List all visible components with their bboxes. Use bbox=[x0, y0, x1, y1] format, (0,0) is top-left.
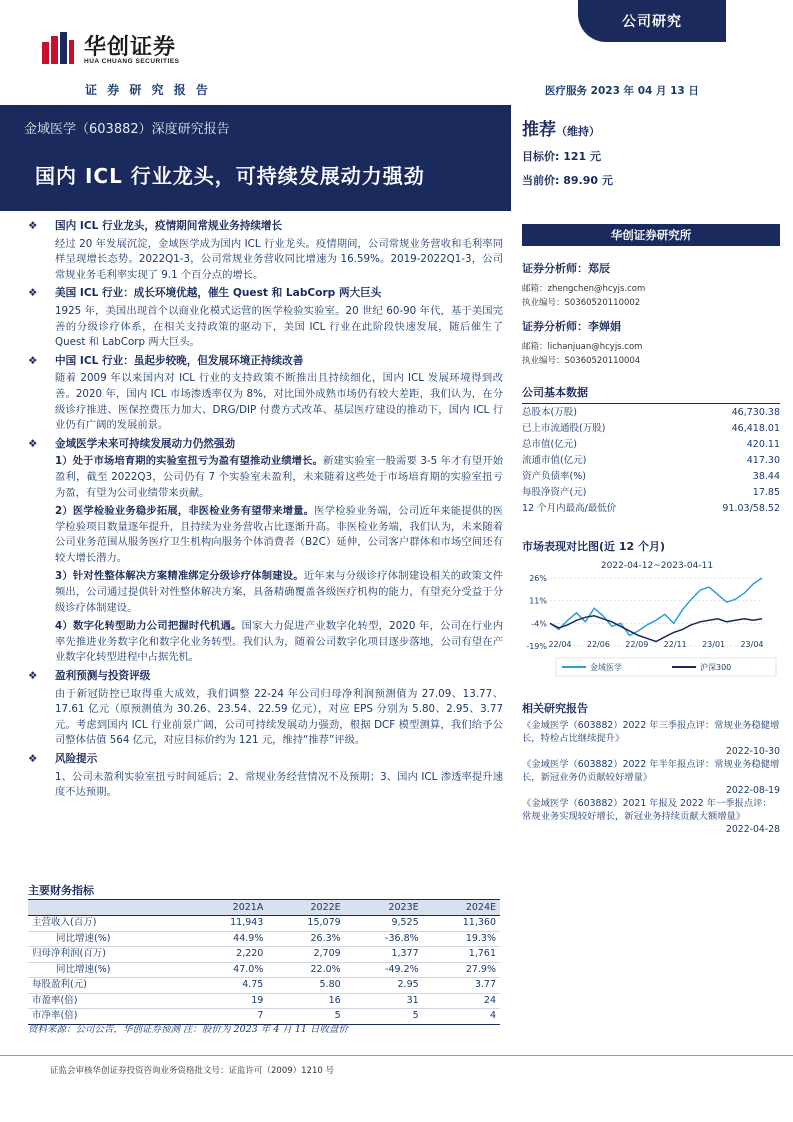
financials-cell: 24 bbox=[423, 993, 500, 1009]
financials-cell: 每股盈利(元) bbox=[28, 978, 190, 994]
financials-row bbox=[28, 931, 500, 947]
financials-row bbox=[28, 978, 500, 994]
section-paragraph: 经过 20 年发展沉淀，金域医学成为国内 ICL 行业龙头。疫情期间，公司常规业务营收和毛利率同样呈现增长态势。2022Q1-3，公司常规业务营收同比增速为 16.59%。2019-2022Q1-3，公司常规业务毛利率实现了 9.1 个百分点的增长。 bbox=[55, 237, 503, 281]
financials-cell: 47.0% bbox=[190, 962, 267, 978]
current-price: 当前价: 89.90 元 bbox=[522, 174, 613, 187]
chart-svg bbox=[522, 554, 780, 682]
financials-cell: 27.9% bbox=[423, 962, 500, 978]
basic-data-key: 总股本(万股) bbox=[522, 406, 577, 418]
section-paragraph: 1925 年，美国出现首个以商业化模式运营的医学检验实验室。20 世纪 60-90 年代，基于美国完善的分级诊疗体系，在相关支持政策的驱动下，美国 ICL 行业在此阶段快速发展，随后催生了 Quest 和 LabCorp 两大巨头。 bbox=[55, 304, 503, 349]
chart-legend bbox=[556, 658, 776, 676]
basic-data-row bbox=[522, 484, 780, 500]
rating-block bbox=[522, 115, 782, 188]
basic-data-value: 38.44 bbox=[752, 470, 780, 482]
related-report-title: 《金域医学（603882）2022 年半年报点评：常规业务稳健增长，新冠业务仍贡献较好增量》 bbox=[522, 759, 780, 783]
x-tick-label: 23/01 bbox=[702, 640, 726, 649]
financials-cell: 同比增速(%) bbox=[28, 962, 190, 978]
section-paragraph bbox=[28, 454, 503, 501]
report-title: 国内 ICL 行业龙头，可持续发展动力强劲 bbox=[35, 164, 425, 188]
financials-header-row bbox=[28, 900, 500, 916]
related-report-date: 2022-10-30 bbox=[725, 746, 780, 757]
financials-cell: 9,525 bbox=[345, 916, 423, 932]
target-price: 目标价: 121 元 bbox=[522, 150, 602, 163]
paragraph-text: 医学检验业务端，公司近年来能提供的医学检验项目数量逐年提升，且持续为业务营收占比逐渐升高。非医检业务端，我们认为，未来随着公司业务范围从服务医疗卫生机构向服务个体消费者（B2C）延伸，公司客户群体和市场空间还有较大增长潜力。 bbox=[55, 505, 503, 564]
basic-data-value: 17.85 bbox=[752, 486, 780, 498]
financials-cell: 19 bbox=[190, 993, 267, 1009]
financials-row bbox=[28, 947, 500, 963]
paragraph-text: 新建实验室一般需要 3-5 年才有望开始盈利，截至 2022Q3，公司仍有 7 个实验室未盈利，未来随着这些处于市场培育期的实验室扭亏为盈，有望为公司业绩带来贡献。 bbox=[55, 455, 503, 499]
logo-text-en: HUA CHUANG SECURITIES bbox=[84, 58, 180, 65]
footer-text: 证监会审核华创证券投资咨询业务资格批文号：证监许可（2009）1210 号 bbox=[50, 1066, 334, 1076]
basic-data-row bbox=[522, 452, 780, 468]
financials-cell: 31 bbox=[345, 993, 423, 1009]
financials-cell: 4 bbox=[423, 1009, 500, 1025]
analyst-2-name: 证券分析师：李婵娟 bbox=[522, 320, 621, 333]
section-paragraph bbox=[28, 504, 503, 566]
financials-note: 资料来源：公司公告，华创证券预测 注：股价为 2023 年 4 月 11 日收盘价 bbox=[28, 1024, 348, 1035]
financials-cell: 5 bbox=[267, 1009, 344, 1025]
financials-cell: 市净率(倍) bbox=[28, 1009, 190, 1025]
section-paragraph bbox=[28, 569, 503, 616]
section-heading-text: 国内 ICL 行业龙头，疫情期间常规业务持续增长 bbox=[55, 220, 283, 232]
financials-cell: 4.75 bbox=[190, 978, 267, 994]
series-line-company bbox=[550, 578, 762, 635]
basic-data-row bbox=[522, 420, 780, 436]
basic-data-table bbox=[522, 403, 780, 516]
section-heading bbox=[28, 219, 503, 235]
basic-data-row bbox=[522, 468, 780, 484]
financials-cell: 15,079 bbox=[267, 916, 344, 932]
financials-row bbox=[28, 993, 500, 1009]
x-tick-label: 23/04 bbox=[740, 640, 764, 649]
financials-header-cell bbox=[28, 900, 190, 916]
report-type-label: 证 券 研 究 报 告 bbox=[85, 83, 211, 97]
industry-date: 医疗服务 2023 年 04 月 13 日 bbox=[545, 85, 699, 97]
basic-data-row bbox=[522, 404, 780, 421]
section-heading-text: 盈利预测与投资评级 bbox=[55, 670, 151, 683]
section-heading-text: 中国 ICL 行业：虽起步较晚，但发展环境正持续改善 bbox=[55, 354, 304, 367]
chart-date-range: 2022-04-12~2023-04-11 bbox=[600, 561, 714, 571]
paragraph-lead: 2）医学检验业务稳步拓展，非医检业务有望带来增量。 bbox=[55, 505, 315, 518]
financials-cell: 3.77 bbox=[423, 978, 500, 994]
institute-bar: 华创证券研究所 bbox=[522, 224, 780, 246]
chart-title: 市场表现对比图(近 12 个月) bbox=[522, 540, 666, 553]
basic-data-row bbox=[522, 436, 780, 452]
related-report-date: 2022-04-28 bbox=[725, 824, 780, 835]
bullet-diamond-icon: ❖ bbox=[28, 437, 38, 450]
legend-label: 沪深300 bbox=[700, 663, 732, 672]
section-paragraph bbox=[28, 619, 503, 666]
related-report-title: 《金域医学（603882）2022 年三季报点评：常规业务稳健增长，特检占比继续提升》 bbox=[522, 720, 780, 744]
y-tick-label: 11% bbox=[529, 596, 547, 606]
x-tick-label: 22/11 bbox=[663, 640, 687, 649]
related-list bbox=[522, 719, 780, 836]
financials-table bbox=[28, 899, 500, 1025]
related-report-date: 2022-08-19 bbox=[725, 785, 780, 796]
logo-mark-icon bbox=[40, 30, 76, 66]
financials-cell: 22.0% bbox=[267, 962, 344, 978]
rating-main: 推荐（维持） bbox=[522, 120, 600, 140]
section-paragraph: 1、公司未盈利实验室扭亏时间延后；2、常规业务经营情况不及预期；3、国内 ICL 渗透率提升速度不达预期。 bbox=[55, 770, 503, 799]
sidebar bbox=[522, 224, 780, 836]
bullet-diamond-icon: ❖ bbox=[28, 670, 38, 683]
financials-row bbox=[28, 916, 500, 932]
section-heading bbox=[28, 669, 503, 685]
financials-cell: 7 bbox=[190, 1009, 267, 1025]
financials-cell: -49.2% bbox=[345, 962, 423, 978]
related-report-title: 《金域医学（603882）2021 年报及 2022 年一季报点评：常规业务实现较好增长，新冠业务持续贡献大额增量》 bbox=[522, 798, 772, 822]
financials-cell: 16 bbox=[267, 993, 344, 1009]
financials-cell: 1,761 bbox=[423, 947, 500, 963]
financials-cell: 11,360 bbox=[423, 916, 500, 932]
bullet-diamond-icon: ❖ bbox=[28, 287, 38, 300]
summary-body bbox=[28, 219, 503, 804]
basic-data-key: 12 个月内最高/最低价 bbox=[522, 502, 617, 514]
y-tick-label: -4% bbox=[531, 619, 547, 629]
financials-cell: -36.8% bbox=[345, 931, 423, 947]
financials-cell: 2,220 bbox=[190, 947, 267, 963]
y-tick-label: 26% bbox=[529, 574, 547, 583]
bullet-diamond-icon: ❖ bbox=[28, 354, 38, 367]
section-heading-text: 风险提示 bbox=[55, 753, 98, 765]
financials-cell: 同比增速(%) bbox=[28, 931, 190, 947]
financials-cell: 5.80 bbox=[267, 978, 344, 994]
section-heading bbox=[28, 354, 503, 370]
financials-cell: 26.3% bbox=[267, 931, 344, 947]
financials-title: 主要财务指标 bbox=[28, 884, 94, 897]
paragraph-text: 近年来与分级诊疗体制建设相关的政策文件频出，公司通过提供针对性整体解决方案，具备精确覆盖各级医疗机构的能力，有望充分受益于分级诊疗体制建设。 bbox=[55, 570, 504, 614]
bullet-diamond-icon: ❖ bbox=[28, 753, 38, 765]
y-tick-label: -19% bbox=[526, 642, 547, 651]
financials-row bbox=[28, 962, 500, 978]
basic-data-key: 流通市值(亿元) bbox=[522, 454, 587, 466]
financials-cell: 1,377 bbox=[345, 947, 423, 963]
section-heading bbox=[28, 437, 503, 453]
analyst-1-info: 邮箱：zhengchen@hcyjs.com 执业编号：S0360520110002 bbox=[522, 284, 646, 308]
financials-cell: 11,943 bbox=[190, 916, 267, 932]
basic-data-title: 公司基本数据 bbox=[522, 386, 588, 399]
x-tick-label: 22/06 bbox=[586, 640, 610, 649]
company-logo bbox=[40, 30, 200, 75]
paragraph-lead: 1）处于市场培育期的实验室扭亏为盈有望推动业绩增长。 bbox=[55, 455, 324, 468]
report-subtitle: 金域医学（603882）深度研究报告 bbox=[24, 122, 230, 137]
basic-data-value: 417.30 bbox=[746, 454, 780, 466]
analyst-2-info: 邮箱：lichanjuan@hcyjs.com 执业编号：S0360520110004 bbox=[522, 342, 643, 366]
category-tab: 公司研究 bbox=[578, 0, 726, 42]
financials-header-cell: 2023E bbox=[345, 900, 423, 916]
section-paragraph: 由于新冠防控已取得重大成效，我们调整 22-24 年公司归母净利润预测值为 27.09、13.77、17.61 亿元（原预测值为 30.26、23.54、22.59 亿元），对应 EPS 分别为 5.80、2.95、3.77 元。考虑到国内 ICL 行业前景广阔，公司可持续发展动力强劲，根据 DCF 模型测算，我们给予公司整体估值 564 亿元，对应目标价约为 121 元，维持“推荐”评级。 bbox=[55, 687, 503, 747]
financials-cell: 5 bbox=[345, 1009, 423, 1025]
financials-cell: 44.9% bbox=[190, 931, 267, 947]
paragraph-lead: 3）针对性整体解决方案精准绑定分级诊疗体制建设。 bbox=[55, 570, 304, 583]
basic-data-value: 46,418.01 bbox=[731, 422, 780, 434]
financials-cell: 2,709 bbox=[267, 947, 344, 963]
financials-cell: 归母净利润(百万) bbox=[28, 947, 190, 963]
paragraph-lead: 4）数字化转型助力公司把握时代机遇。 bbox=[55, 620, 242, 633]
x-tick-label: 22/04 bbox=[548, 640, 572, 649]
section-heading-text: 美国 ICL 行业：成长环境优越，催生 Quest 和 LabCorp 两大巨头 bbox=[55, 287, 382, 300]
logo-text-cn: 华创证券 bbox=[84, 35, 177, 60]
section-heading-text: 金域医学未来可持续发展动力仍然强劲 bbox=[55, 437, 236, 450]
financials-cell: 2.95 bbox=[345, 978, 423, 994]
footer-divider bbox=[0, 1055, 793, 1056]
related-title: 相关研究报告 bbox=[522, 702, 588, 715]
basic-data-value: 46,730.38 bbox=[731, 406, 780, 418]
financials-cell: 19.3% bbox=[423, 931, 500, 947]
performance-chart bbox=[522, 554, 780, 686]
basic-data-value: 91.03/58.52 bbox=[722, 502, 780, 514]
section-paragraph: 随着 2009 年以来国内对 ICL 行业的支持政策不断推出且持续细化，国内 ICL 发展环境得到改善。2020 年，国内 ICL 市场渗透率仅为 8%，对比国外成熟市场仍有较大差距，我们认为，在分级诊疗推进、医保控费压力加大、DRG/DIP 付费方式改革、基层医疗建设的推动下，国内 ICL 行业仍有广阔的发展前景。 bbox=[55, 372, 503, 432]
basic-data-key: 总市值(亿元) bbox=[522, 438, 577, 450]
financials-header-cell: 2021A bbox=[190, 900, 267, 916]
financials-header-cell: 2024E bbox=[423, 900, 500, 916]
financials-header-cell: 2022E bbox=[267, 900, 344, 916]
paragraph-text: 国家大力促进产业数字化转型，2020 年，公司在行业内率先推进业务数字化和数字化业务转型。我们认为，随着公司数字化项目逐步落地，公司有望在产业数字化转型进程中占据先机。 bbox=[55, 620, 503, 664]
analyst-1-name: 证券分析师：郑辰 bbox=[522, 262, 610, 275]
x-tick-label: 22/09 bbox=[625, 640, 649, 649]
section-heading bbox=[28, 752, 503, 768]
basic-data-key: 已上市流通股(万股) bbox=[522, 422, 606, 434]
bullet-diamond-icon: ❖ bbox=[28, 220, 38, 232]
financials-cell: 主营收入(百万) bbox=[28, 916, 190, 932]
financials-cell: 市盈率(倍) bbox=[28, 993, 190, 1009]
legend-label: 金域医学 bbox=[590, 663, 622, 672]
section-heading bbox=[28, 286, 503, 302]
basic-data-value: 420.11 bbox=[746, 438, 780, 450]
basic-data-row bbox=[522, 500, 780, 516]
basic-data-key: 每股净资产(元) bbox=[522, 486, 587, 498]
basic-data-key: 资产负债率(%) bbox=[522, 470, 586, 482]
